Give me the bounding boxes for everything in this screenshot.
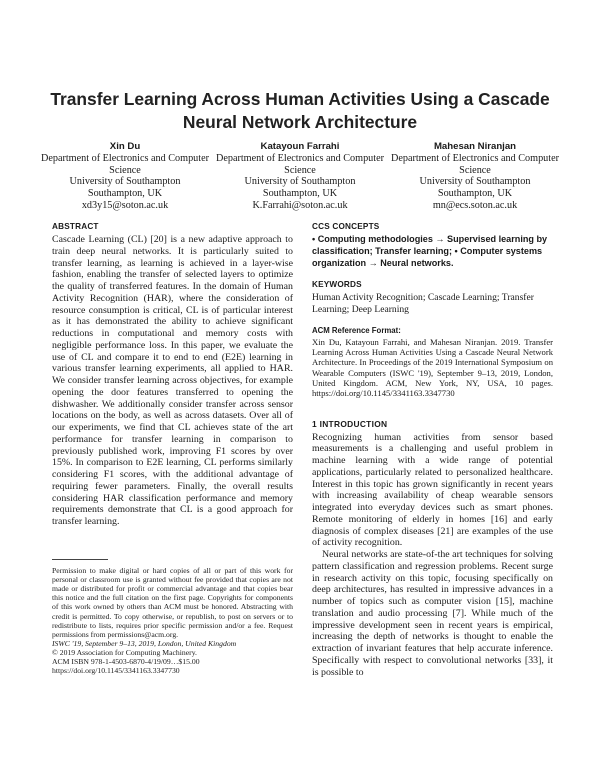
permission-notice: Permission to make digital or hard copies of all or part of this work for personal or classroom use is granted without fee provided that copies are not made or distributed for profit or commercial advantage and that copies bear this notice and the full citation on the first page. Copyrights for components of this work owned by others than ACM must be honored. Abstracting with credit is permitted. To copy otherwise, or republish, to post on servers or to redistribute to lists, requires prior specific permission and/or a fee. Request permissions from permissions@acm.org. (52, 565, 293, 639)
author-2 (215, 141, 385, 212)
author-dept: Department of Electronics and Computer Science (215, 152, 385, 176)
right-column (312, 222, 553, 678)
keywords-text: Human Activity Recognition; Cascade Learning; Transfer Learning; Deep Learning (312, 292, 534, 316)
author-univ: University of Southampton (419, 176, 531, 188)
author-block (40, 141, 560, 221)
author-dept: Department of Electronics and Computer Science (40, 152, 210, 176)
author-email: K.Farrahi@soton.ac.uk (252, 199, 348, 211)
ccs-concepts: • Computing methodologies → Supervised learning by classification; Transfer learning; • Computer systems organization → Neural networks. (312, 234, 548, 268)
isbn-line: ACM ISBN 978-1-4503-6870-4/19/09…$15.00 (52, 657, 200, 667)
ccs-heading: CCS CONCEPTS (312, 222, 380, 231)
author-3 (390, 141, 560, 212)
reference-format-text: Xin Du, Katayoun Farrahi, and Mahesan Niranjan. 2019. Transfer Learning Across Human Activities Using a Cascade Neural Network Architecture. In Proceedings of the 2019 International Symposium on Wearable Computers (ISWC '19), September 9–13, 2019, London, United Kingdom. ACM, New York, NY, USA, 10 pages. https://doi.org/10.1145/3341163.3347730 (312, 336, 553, 399)
reference-format-heading: ACM Reference Format: (312, 325, 401, 335)
author-name: Xin Du (109, 141, 141, 152)
left-column (52, 222, 293, 676)
author-name: Mahesan Niranjan (433, 141, 517, 152)
abstract-heading: ABSTRACT (52, 222, 99, 231)
doi-link[interactable]: https://doi.org/10.1145/3341163.3347730 (52, 666, 180, 676)
conference-venue: ISWC '19, September 9–13, 2019, London, United Kingdom (52, 639, 237, 648)
paper-title: Transfer Learning Across Human Activities Using a Cascade Neural Network Architecture (50, 89, 550, 132)
author-univ: University of Southampton (244, 176, 356, 188)
introduction-paragraph-2: Neural networks are state-of-the art techniques for solving pattern classification and regression problems. Recent surge in research activity on this topic, focusing specifically on deep architectures, has resulted in impressive advances in a number of topics such as computer vision [15], machine translation and audio processing [7]. While much of the impressive development seen in recent years is empirical, increasing the depth of networks is thought to enable the extraction of invariant features that help accurate inference. Specifically with respect to convolutional networks [33], it is possible to (312, 549, 553, 678)
author-email: xd3y15@soton.ac.uk (81, 199, 169, 211)
abstract-text: Cascade Learning (CL) [20] is a new adaptive approach to train deep neural networks. It is particularly suited to transfer learning, as learning is achieved in a layer-wise fashion, enabling the transfer of selected layers to optimize the quality of transferred features. In the domain of Human Activity Recognition (HAR), where the consideration of resource consumption is critical, CL is of particular interest as it has demonstrated the ability to achieve significant reductions in computational and memory costs with negligible performance loss. In this paper, we evaluate the use of CL and compare it to end to end (E2E) learning in various transfer learning experiments, all applied to HAR. We consider transfer learning across objectives, for example opening the door features transferred to opening the dishwasher. We additionally consider transfer across sensor locations on the body, as well as across datasets. Over all of our experiments, we find that CL achieves state of the art performance for transfer learning in comparison to previously published work, improving F1 scores by over 15%. In comparison to E2E learning, CL performs similarly considering F1 scores, with the additional advantage of requiring fewer parameters. Finally, the overall results considering HAR classification performance and memory requirements demonstrate that CL is a good approach for transfer learning. (52, 234, 293, 527)
author-name: Katayoun Farrahi (260, 141, 340, 152)
author-dept: Department of Electronics and Computer Science (390, 152, 560, 176)
author-univ: University of Southampton (69, 176, 181, 188)
author-city: Southampton, UK (262, 188, 338, 200)
introduction-paragraph-1: Recognizing human activities from sensor based measurements is a challenging and useful problem in machine learning with a wide range of potential applications, particularly related to personalized healthcare. Interest in this topic has grown significantly in recent years with increasing availability of cheap wearable sensors integrated into everyday devices such as smart phones. Remote monitoring of elderly in homes [16] and early diagnosis of complex diseases [21] are examples of the use of activity recognition. (312, 431, 553, 549)
keywords-heading: KEYWORDS (312, 280, 362, 290)
author-email: mn@ecs.soton.ac.uk (432, 199, 518, 211)
copyright-line: © 2019 Association for Computing Machinery. (52, 648, 197, 658)
author-city: Southampton, UK (437, 188, 513, 200)
author-1 (40, 141, 210, 212)
author-city: Southampton, UK (87, 188, 163, 200)
introduction-heading: 1 INTRODUCTION (312, 418, 388, 429)
